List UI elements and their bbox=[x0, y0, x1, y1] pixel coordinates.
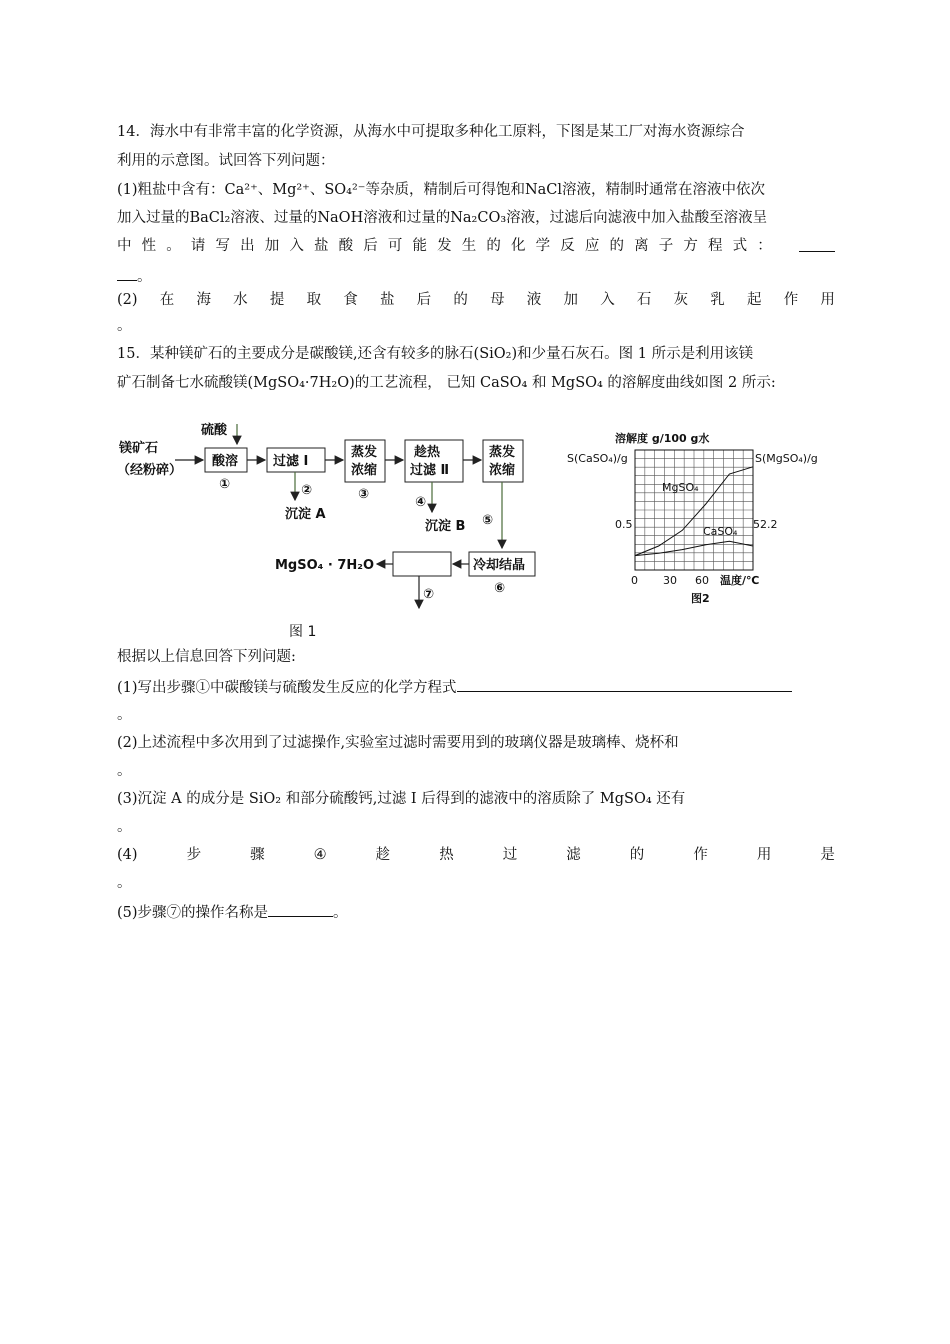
svg-text:浓缩: 浓缩 bbox=[489, 463, 516, 478]
q14-line5 bbox=[117, 236, 835, 256]
q14-part2-char: 取 bbox=[306, 292, 322, 308]
q14-line4: 加入过量的BaCl₂溶液、过量的NaOH溶液和过量的Na₂CO₃溶液，过滤后向滤液中加入盐酸至溶液呈 bbox=[117, 210, 768, 226]
question-3: (3)沉淀 A 的成分是 SiO₂ 和部分硫酸钙,过滤 Ⅰ 后得到的滤液中的溶质除了 MgSO₄ 还有 bbox=[117, 791, 686, 807]
step1-label: ① bbox=[219, 477, 231, 492]
ore-label: 镁矿石 bbox=[119, 441, 159, 456]
question-4-char: 过 bbox=[502, 847, 518, 863]
x-axis-label: 温度/℃ bbox=[720, 574, 760, 587]
q14-line5-char: 能 bbox=[412, 238, 427, 254]
q14-line5-char: 子 bbox=[658, 238, 674, 254]
step4-label: ④ bbox=[415, 495, 427, 510]
q14-line5-char: 发 bbox=[437, 238, 452, 254]
q14-part2-char: 盐 bbox=[379, 292, 395, 308]
question-4-char: 作 bbox=[693, 847, 708, 863]
q14-line5-char: 的 bbox=[486, 238, 501, 254]
solubility-chart bbox=[567, 431, 818, 605]
q14-line5-char: 学 bbox=[535, 238, 551, 254]
q15-line2: 矿石制备七水硫酸镁(MgSO₄·7H₂O)的工艺流程， 已知 CaSO₄ 和 MgSO₄ 的溶解度曲线如图 2 所示: bbox=[117, 375, 776, 391]
box1-label: 酸溶 bbox=[212, 454, 239, 469]
q14-part2-char: 用 bbox=[820, 292, 835, 308]
svg-text:蒸发: 蒸发 bbox=[489, 445, 516, 460]
q14-part2-char: 乳 bbox=[710, 292, 725, 308]
q14-line5-char: 程 bbox=[708, 238, 723, 254]
figures bbox=[117, 418, 837, 648]
q14-line1: 14．海水中有非常丰富的化学资源，从海水中可提取多种化工原料，下图是某工厂对海水资源综合 bbox=[117, 124, 745, 140]
product-label: MgSO₄ · 7H₂O bbox=[275, 558, 375, 573]
question-3-end: 。 bbox=[117, 819, 132, 835]
q14-line5-text bbox=[117, 236, 772, 256]
q14-line5-char: 应 bbox=[584, 238, 600, 254]
x-tick-0: 0 bbox=[631, 574, 638, 587]
answer-blank-q5[interactable] bbox=[268, 901, 333, 917]
question-1-end: 。 bbox=[117, 707, 132, 723]
right-axis-label: S(MgSO₄)/g bbox=[755, 452, 818, 465]
step6-label: ⑥ bbox=[494, 581, 506, 596]
acid-label: 硫酸 bbox=[201, 423, 228, 438]
q14-line6: 。 bbox=[117, 265, 152, 287]
q14-line3: (1)粗盐中含有：Ca²⁺、Mg²⁺、SO₄²⁻等杂质，精制后可得饱和NaCl溶液，精制时通常在溶液中依次 bbox=[117, 182, 766, 198]
q14-line5-char: 出 bbox=[240, 238, 255, 254]
q14-line5-char: 写 bbox=[215, 238, 230, 254]
q14-line5-char: 性 bbox=[141, 238, 157, 254]
q14-line5-char: 式 bbox=[732, 238, 748, 254]
question-4-char: ④ bbox=[313, 847, 327, 863]
q14-line5-char: 后 bbox=[363, 238, 378, 254]
questions-intro: 根据以上信息回答下列问题: bbox=[117, 649, 296, 665]
q14-part2-char: 水 bbox=[233, 292, 248, 308]
q15-line1: 15．某种镁矿石的主要成分是碳酸镁,还含有较多的脉石(SiO₂)和少量石灰石。图 1 所示是利用该镁 bbox=[117, 346, 754, 362]
q14-part2-char: 海 bbox=[196, 292, 211, 308]
q14-line5-char: 方 bbox=[683, 238, 698, 254]
box-step7-blank bbox=[393, 552, 451, 576]
q14-part2-end: 。 bbox=[117, 318, 132, 334]
q14-part2-char: 母 bbox=[490, 292, 505, 308]
q14-part2-char: (2) bbox=[117, 292, 138, 308]
question-2: (2)上述流程中多次用到了过滤操作,实验室过滤时需要用到的玻璃仪器是玻璃棒、烧杯和 bbox=[117, 735, 679, 751]
q14-part2-char: 液 bbox=[526, 292, 542, 308]
question-4-char: 热 bbox=[439, 847, 454, 863]
answer-blank-1[interactable] bbox=[799, 236, 835, 252]
step2-label: ② bbox=[301, 483, 313, 498]
question-4-char: 骤 bbox=[250, 847, 265, 863]
chart-title: 溶解度 g/100 g水 bbox=[615, 432, 710, 445]
q14-part2-char: 起 bbox=[747, 292, 762, 308]
q14-part2-char: 后 bbox=[416, 292, 432, 308]
left-axis-label: S(CaSO₄)/g bbox=[567, 452, 628, 465]
q14-line5-char: 化 bbox=[511, 238, 526, 254]
question-4-char: 趁 bbox=[375, 847, 391, 863]
question-4-char: 滤 bbox=[566, 847, 581, 863]
step5-label: ⑤ bbox=[482, 513, 494, 528]
q14-part2-char: 在 bbox=[159, 292, 175, 308]
q14-part2-char: 入 bbox=[600, 292, 615, 308]
q14-part2-char: 提 bbox=[269, 292, 285, 308]
svg-text:冷却结晶: 冷却结晶 bbox=[473, 558, 526, 573]
x-tick-60: 60 bbox=[695, 574, 709, 587]
q14-line5-char: 盐 bbox=[314, 238, 329, 254]
svg-text:过滤 Ⅱ: 过滤 Ⅱ bbox=[410, 463, 450, 478]
series-label-mgso4: MgSO₄ bbox=[662, 481, 699, 494]
q14-part2-char: 灰 bbox=[673, 292, 689, 308]
left-tick: 0.5 bbox=[615, 518, 633, 531]
q14-line5-char: 酸 bbox=[338, 238, 354, 254]
q14-line5-char: 请 bbox=[190, 238, 206, 254]
q14-line2: 利用的示意图。试回答下列问题： bbox=[117, 153, 335, 169]
question-4-char: (4) bbox=[117, 847, 138, 863]
q14-part2-char: 的 bbox=[453, 292, 468, 308]
q14-line5-char: 。 bbox=[166, 238, 181, 254]
q14-part2-char: 作 bbox=[783, 292, 799, 308]
box2-label: 过滤 Ⅰ bbox=[273, 454, 309, 469]
x-tick-30: 30 bbox=[663, 574, 677, 587]
q14-line5-char: 反 bbox=[560, 238, 575, 254]
step7-label: ⑦ bbox=[423, 587, 435, 602]
ore-note: （经粉碎） bbox=[117, 463, 183, 478]
right-tick: 52.2 bbox=[753, 518, 778, 531]
answer-blank-1b[interactable] bbox=[117, 265, 137, 281]
question-4-end: 。 bbox=[117, 875, 132, 891]
step3-label: ③ bbox=[358, 487, 370, 502]
question-4-char: 的 bbox=[629, 847, 645, 863]
answer-blank-q1[interactable] bbox=[457, 676, 792, 692]
q14-part2-char: 食 bbox=[343, 292, 358, 308]
q14-line5-char: 的 bbox=[609, 238, 624, 254]
question-1: (1)写出步骤①中碳酸镁与硫酸发生反应的化学方程式 bbox=[117, 676, 792, 698]
figure1-caption: 图 1 bbox=[289, 624, 317, 640]
precipitate-a: 沉淀 A bbox=[285, 507, 326, 522]
question-4 bbox=[117, 845, 835, 865]
series-label-caso4: CaSO₄ bbox=[703, 525, 738, 538]
svg-text:趁热: 趁热 bbox=[414, 445, 441, 460]
q14-part2 bbox=[117, 290, 835, 310]
q14-line5-char: 离 bbox=[634, 238, 649, 254]
question-5: (5)步骤⑦的操作名称是 。 bbox=[117, 901, 348, 923]
q14-line5-char: 中 bbox=[117, 238, 132, 254]
question-4-char: 用 bbox=[756, 847, 772, 863]
q14-part2-char: 加 bbox=[563, 292, 578, 308]
question-4-char: 步 bbox=[186, 847, 202, 863]
q14-part2-char: 石 bbox=[636, 292, 652, 308]
figure2-caption: 图2 bbox=[691, 592, 710, 605]
question-4-char: 是 bbox=[820, 847, 835, 863]
svg-text:浓缩: 浓缩 bbox=[351, 463, 378, 478]
q14-line5-char: 加 bbox=[264, 238, 280, 254]
question-2-end: 。 bbox=[117, 763, 132, 779]
precipitate-b: 沉淀 B bbox=[425, 519, 466, 534]
chart-grid bbox=[635, 450, 753, 570]
flow-chart bbox=[117, 422, 535, 640]
q14-line5-char: 入 bbox=[289, 238, 304, 254]
q14-line5-char: 可 bbox=[387, 238, 403, 254]
q14-line5-char: 生 bbox=[461, 238, 477, 254]
q14-line5-char: ： bbox=[757, 238, 772, 254]
svg-text:蒸发: 蒸发 bbox=[351, 445, 378, 460]
